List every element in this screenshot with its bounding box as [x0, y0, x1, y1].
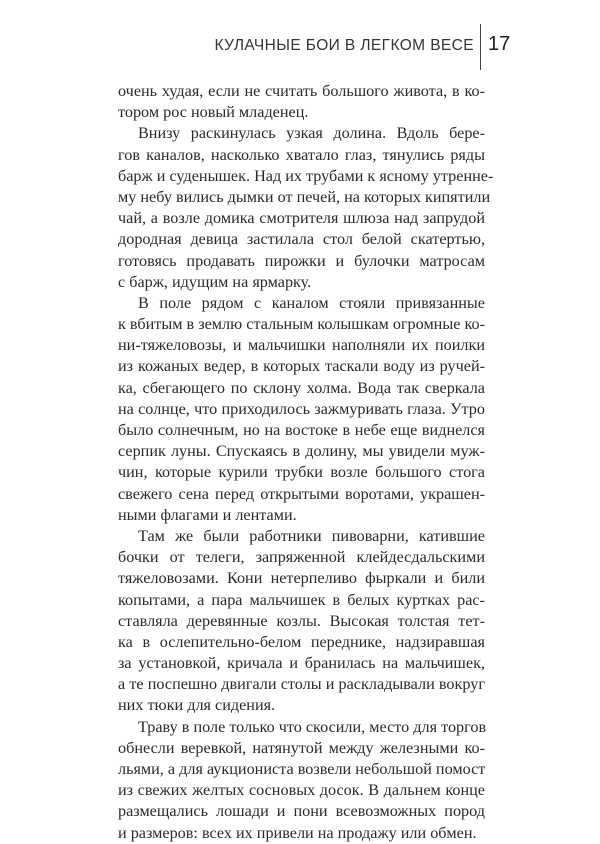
text-line: к вбитым в землю стальным колышкам огромные ко- [118, 315, 485, 334]
text-line: очень худая, если не считать большого живота, в ко- [118, 82, 485, 100]
text-line: ными флагами и лентами. [118, 505, 297, 524]
text-line: за установкой, кричала и бранилась на мальчишек, [118, 654, 485, 673]
text-line: льями, а для аукциониста возвели небольшой помост [118, 760, 486, 778]
text-line: ставляла деревянные козлы. Высокая толстая тет- [118, 611, 485, 630]
text-line: гов каналов, насколько хватало глаз, тянулись ряды [118, 145, 485, 164]
paragraph [118, 526, 485, 717]
text-line: обнесли веревкой, натянутой между железными ко- [118, 738, 485, 757]
text-line: ни-тяжеловозы, и мальчишки наполняли их поилки [118, 336, 485, 355]
text-line: них тюки для сидения. [118, 696, 276, 715]
text-line: размещались лошади и пони всевозможных пород [118, 802, 485, 821]
text-line: с барж, идущим на ярмарку. [118, 272, 312, 291]
text-line: чай, а возле домика смотрителя шлюза над запрудой [118, 209, 485, 228]
text-line: чин, которые курили трубки возле большого стога [118, 463, 485, 482]
text-line: бочки от телеги, запряженной клейдесдальскими [118, 548, 485, 567]
text-line: готовясь продавать пирожки и булочки матросам [118, 251, 485, 270]
text-line: из свежих желтых сосновых досок. В дальнем конце [118, 781, 485, 800]
paragraph [118, 717, 485, 844]
text-line: свежего сена перед открытыми воротами, украшен- [118, 484, 485, 503]
text-line: Траву в поле только что скосили, место для торгов [138, 717, 487, 736]
text-line: было солнечным, но на востоке в небе еще виднелся [118, 421, 485, 439]
body-text [118, 81, 494, 844]
text-line: тяжеловозами. Кони нетерпеливо фыркали и били [118, 569, 485, 588]
paragraph [118, 81, 485, 123]
running-title: КУЛАЧНЫЕ БОИ В ЛЕГКОМ ВЕСЕ [214, 37, 474, 54]
header-divider [480, 24, 481, 70]
text-line: и размеров: всех их привели на продажу или обмен. [118, 823, 477, 842]
text-line: В поле рядом с каналом стояли привязанные [138, 293, 485, 312]
text-line: му небу вились дымки от печей, на которых кипятили [118, 187, 491, 206]
text-line: Там же были работники пивоварни, катившие [138, 526, 485, 545]
text-line: копытами, а пара мальчишек в белых куртках рас- [118, 590, 485, 609]
text-line: серпик луны. Спускаясь в долину, мы увидели муж- [118, 442, 485, 461]
page-number: 17 [488, 33, 511, 55]
text-line: на солнце, что приходилось зажмуривать глаза. Утро [118, 399, 485, 418]
text-line: Внизу раскинулась узкая долина. Вдоль бере- [138, 124, 485, 143]
text-line: ка в ослепительно-белом переднике, надзиравшая [118, 632, 485, 651]
text-line: ка, сбегающего по склону холма. Вода так сверкала [118, 378, 485, 397]
text-line: а те поспешно двигали столы и раскладывали вокруг [118, 675, 485, 694]
text-line: из кожаных ведер, в которых таскали воду из ручей- [118, 357, 485, 376]
paragraph [118, 123, 494, 293]
text-line: дородная девица застилала стол белой скатертью, [118, 230, 485, 249]
paragraph [118, 293, 485, 526]
text-line: тором рос новый младенец. [118, 103, 309, 122]
page-header [0, 0, 600, 70]
text-line: барж и суденышек. Над их трубами к ясному утренне- [118, 166, 494, 185]
